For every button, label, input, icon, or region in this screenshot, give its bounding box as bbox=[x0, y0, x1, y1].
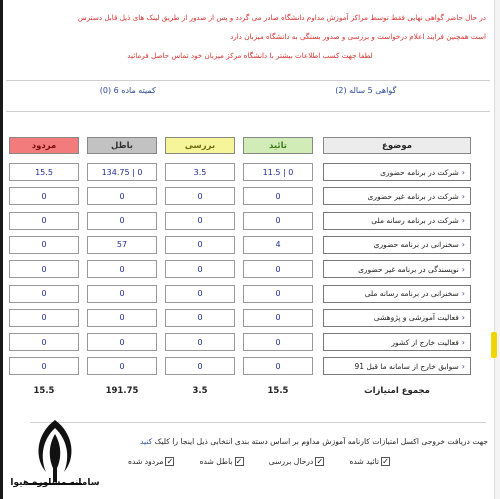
rejected-value: 0 bbox=[9, 260, 79, 278]
topic-label: سوابق خارج از سامانه ما قبل 91 bbox=[354, 361, 459, 371]
void-value: 191.75 bbox=[87, 382, 157, 400]
status-checkbox[interactable] bbox=[269, 457, 325, 466]
table-row bbox=[0, 163, 500, 181]
scores-table bbox=[0, 137, 500, 407]
approved-value: 0 bbox=[243, 285, 313, 303]
chevron-left-icon: ‹ bbox=[461, 216, 465, 226]
topic-label: نویسندگی در برنامه غیر حضوری bbox=[358, 264, 459, 274]
review-value: 0 bbox=[165, 309, 235, 327]
approved-value: 0 bbox=[243, 187, 313, 205]
topic-cell[interactable] bbox=[323, 309, 471, 327]
total-row bbox=[0, 382, 500, 400]
review-value: 3.5 bbox=[165, 163, 235, 181]
checkbox-label: درحال بررسی bbox=[268, 457, 314, 466]
notice-line-1: در حال حاضر گواهی نهایی فقط توسط مراکز آموزش مداوم دانشگاه صادر می گردد و پس از صدور از طریق لینک های ذیل قابل دسترس bbox=[77, 13, 486, 22]
chevron-left-icon: ‹ bbox=[461, 191, 465, 201]
rejected-value: 0 bbox=[9, 187, 79, 205]
approved-value: 11.5 | 0 bbox=[243, 163, 313, 181]
checkbox-icon[interactable]: ✓ bbox=[316, 457, 324, 466]
chevron-left-icon: ‹ bbox=[461, 289, 465, 298]
rejected-value: 0 bbox=[9, 309, 79, 327]
topic-label: سخنرانی در برنامه رسانه ملی bbox=[364, 289, 459, 298]
header-approved: تائید bbox=[243, 137, 313, 154]
excel-export-label: جهت دریافت خروجی اکسل امتیازات کارنامه آموزش مداوم بر اساس دسته بندی انتخابی ذیل اینجا را کلیک bbox=[154, 437, 488, 446]
status-filter bbox=[128, 457, 390, 466]
review-value: 0 bbox=[165, 212, 235, 230]
review-value: 0 bbox=[165, 357, 235, 375]
checkbox-icon[interactable]: ✓ bbox=[166, 457, 174, 466]
rejected-value: 15.5 bbox=[9, 382, 79, 400]
checkbox-icon[interactable]: ✓ bbox=[382, 457, 389, 466]
topic-label: مجموع امتیازات bbox=[364, 385, 430, 396]
topic-cell[interactable] bbox=[323, 163, 471, 181]
rejected-value: 0 bbox=[9, 357, 79, 375]
chevron-left-icon: ‹ bbox=[461, 337, 465, 347]
excel-export-text bbox=[90, 437, 488, 446]
checkbox-label: تائید شده bbox=[349, 457, 379, 466]
review-value: 0 bbox=[165, 260, 235, 278]
status-checkbox[interactable] bbox=[349, 457, 390, 466]
void-value: 0 bbox=[87, 285, 157, 303]
void-value: 0 bbox=[87, 309, 157, 327]
approved-value: 0 bbox=[243, 260, 313, 278]
topic-label: فعالیت خارج از کشور bbox=[391, 337, 459, 347]
topic-cell[interactable] bbox=[323, 187, 471, 205]
review-value: 3.5 bbox=[165, 382, 235, 400]
chevron-left-icon: ‹ bbox=[461, 167, 465, 177]
total-label bbox=[323, 382, 471, 400]
excel-export-link[interactable]: کنید bbox=[140, 437, 153, 446]
void-value: 134.75 | 0 bbox=[87, 163, 157, 181]
header-topic: موضوع bbox=[323, 137, 471, 154]
tab-article-6-committee[interactable]: کمیته ماده 6 (0) bbox=[99, 86, 156, 95]
approved-value: 0 bbox=[243, 333, 313, 351]
rejected-value: 15.5 bbox=[9, 163, 79, 181]
header-void: باطل bbox=[87, 137, 157, 154]
approved-value: 0 bbox=[243, 357, 313, 375]
void-value: 0 bbox=[87, 212, 157, 230]
table-row bbox=[0, 187, 500, 205]
table-row bbox=[0, 285, 500, 303]
approved-value: 0 bbox=[243, 309, 313, 327]
chevron-left-icon: ‹ bbox=[461, 313, 465, 323]
notice-line-3: لطفا جهت کسب اطلاعات بیشتر با دانشگاه مرکز میزبان خود تماس حاصل فرمائید bbox=[127, 51, 373, 60]
topic-label: شرکت در برنامه رسانه ملی bbox=[371, 216, 459, 226]
table-row bbox=[0, 309, 500, 327]
void-value: 0 bbox=[87, 187, 157, 205]
topic-cell[interactable] bbox=[323, 212, 471, 230]
checkbox-label: باطل شده bbox=[199, 457, 233, 466]
header-rejected: مردود bbox=[9, 137, 79, 154]
notice-line-2: است همچنین فرایند اعلام درخواست و بررسی و صدور بستگی به دانشگاه میزبان دارد bbox=[230, 32, 486, 41]
topic-label: شرکت در برنامه حضوری bbox=[380, 167, 459, 177]
rejected-value: 0 bbox=[9, 285, 79, 303]
divider bbox=[6, 111, 490, 112]
review-value: 0 bbox=[165, 236, 235, 254]
topic-label: سخنرانی در برنامه حضوری bbox=[373, 240, 459, 250]
table-row bbox=[0, 260, 500, 278]
void-value: 0 bbox=[87, 333, 157, 351]
tab-five-year-certificate[interactable]: گواهی 5 ساله (2) bbox=[335, 86, 397, 95]
void-value: 0 bbox=[87, 260, 157, 278]
table-row bbox=[0, 333, 500, 351]
rejected-value: 0 bbox=[9, 212, 79, 230]
chevron-left-icon: ‹ bbox=[461, 264, 465, 274]
scroll-marker bbox=[491, 332, 497, 358]
topic-label: فعالیت آموزشی و پژوهشی bbox=[373, 313, 459, 323]
topic-cell[interactable] bbox=[323, 236, 471, 254]
void-value: 57 bbox=[87, 236, 157, 254]
logo-text: سامانه مشاوره هیوا bbox=[10, 478, 100, 488]
review-value: 0 bbox=[165, 187, 235, 205]
topic-cell[interactable] bbox=[323, 285, 471, 303]
chevron-left-icon: ‹ bbox=[461, 361, 465, 371]
checkbox-icon[interactable]: ✓ bbox=[235, 457, 243, 466]
status-checkbox[interactable] bbox=[200, 457, 244, 466]
approved-value: 0 bbox=[243, 212, 313, 230]
void-value: 0 bbox=[87, 357, 157, 375]
certificate-tabs bbox=[10, 86, 486, 100]
review-value: 0 bbox=[165, 285, 235, 303]
notice-box bbox=[14, 8, 486, 65]
table-row bbox=[0, 212, 500, 230]
table-row bbox=[0, 357, 500, 375]
topic-label: شرکت در برنامه غیر حضوری bbox=[367, 191, 459, 201]
status-checkbox[interactable] bbox=[128, 457, 174, 466]
chevron-left-icon: ‹ bbox=[461, 240, 465, 250]
table-row bbox=[0, 236, 500, 254]
header-review: بررسی bbox=[165, 137, 235, 154]
approved-value: 4 bbox=[243, 236, 313, 254]
rejected-value: 0 bbox=[9, 333, 79, 351]
divider bbox=[6, 80, 490, 81]
approved-value: 15.5 bbox=[243, 382, 313, 400]
review-value: 0 bbox=[165, 333, 235, 351]
rejected-value: 0 bbox=[9, 236, 79, 254]
topic-cell[interactable] bbox=[323, 357, 471, 375]
topic-cell[interactable] bbox=[323, 333, 471, 351]
topic-cell[interactable] bbox=[323, 260, 471, 278]
checkbox-label: مردود شده bbox=[128, 457, 164, 466]
